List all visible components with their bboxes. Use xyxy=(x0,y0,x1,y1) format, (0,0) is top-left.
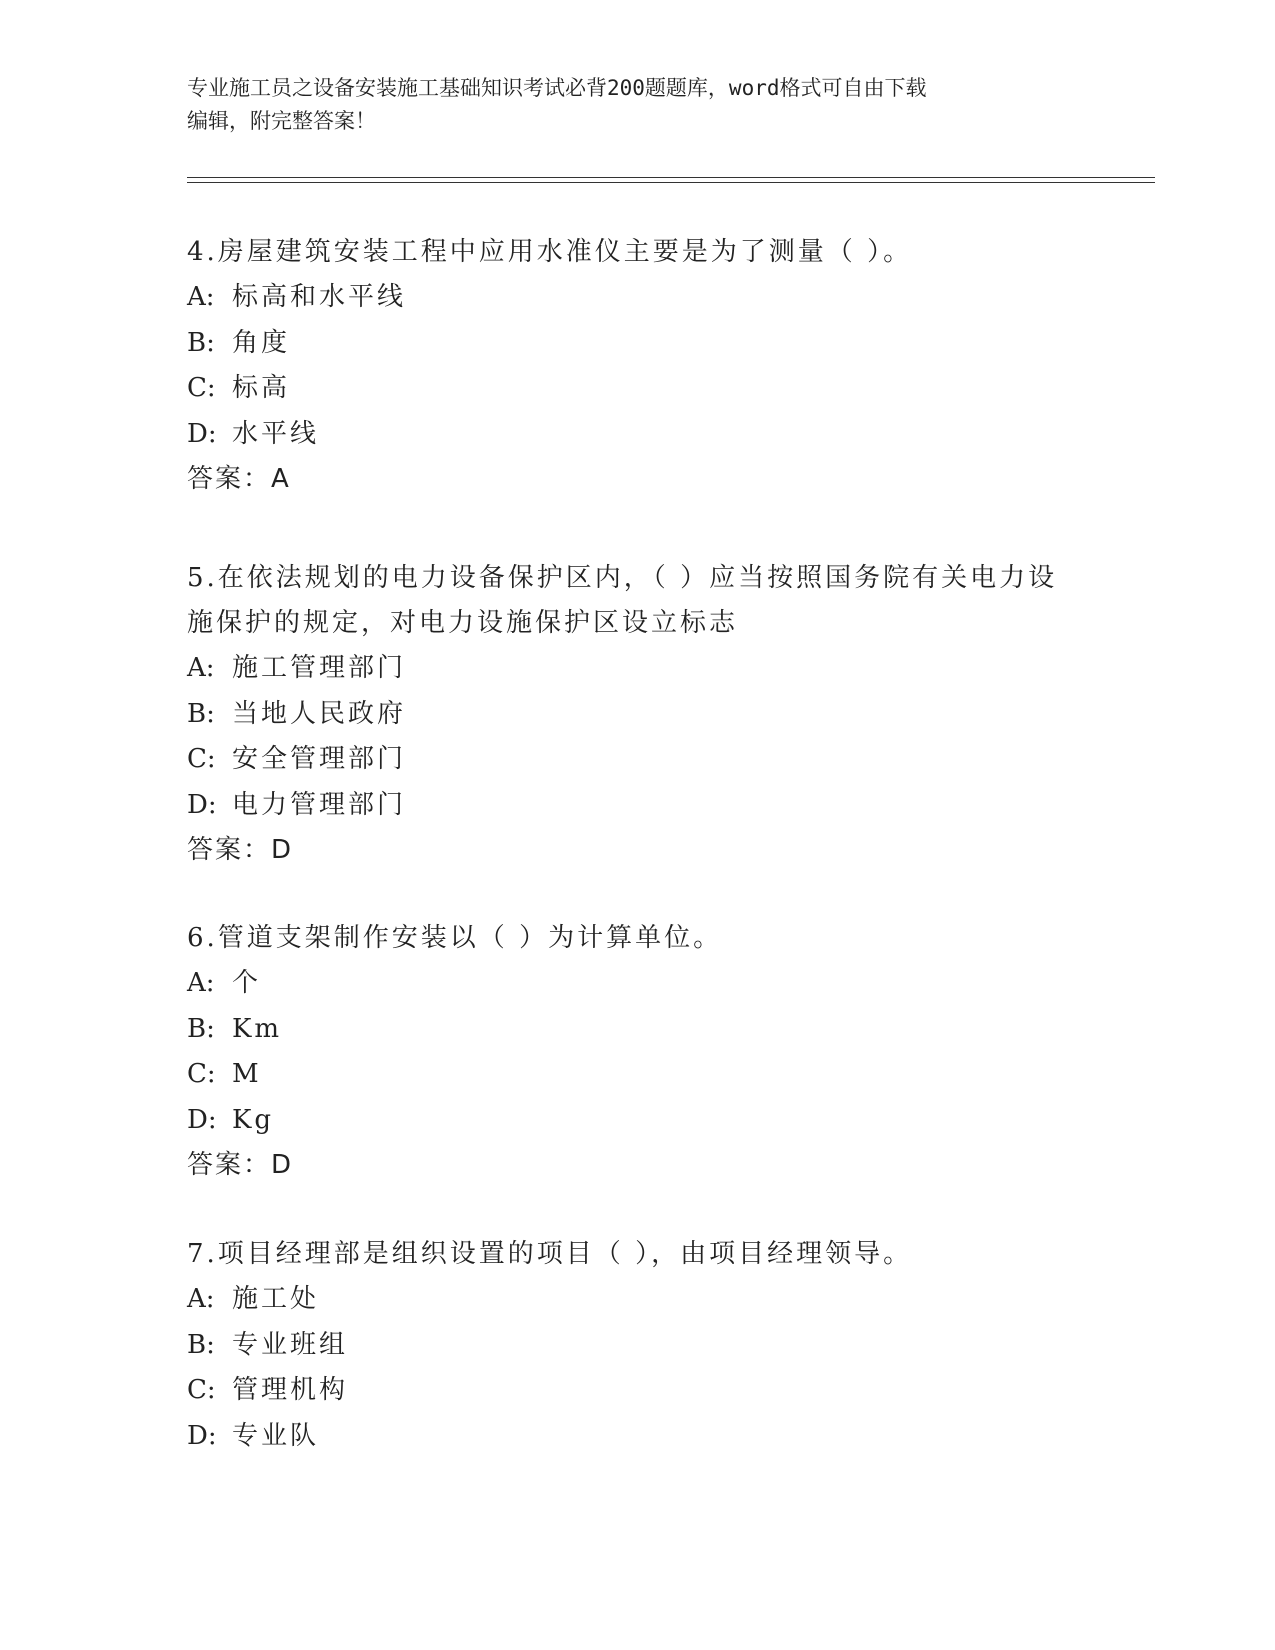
header-line-1: 专业施工员之设备安装施工基础知识考试必背200题题库，word格式可自由下载 xyxy=(187,76,927,100)
option-d xyxy=(187,412,1107,458)
question-text-line-1: 5.在依法规划的电力设备保护区内，（ ）应当按照国务院有关电力设 xyxy=(187,563,1058,593)
option-letter: C: xyxy=(187,1059,216,1089)
option-letter: A: xyxy=(187,653,215,683)
option-letter: C: xyxy=(187,1375,216,1405)
option-text: 当地人民政府 xyxy=(232,698,407,729)
option-d xyxy=(187,783,1107,829)
option-text: 水平线 xyxy=(232,418,320,449)
option-b xyxy=(187,1007,1107,1053)
option-b xyxy=(187,1323,1107,1369)
option-letter: C: xyxy=(187,373,216,403)
answer-line: 答案：A xyxy=(187,464,291,494)
option-b xyxy=(187,692,1107,738)
option-text: 电力管理部门 xyxy=(232,789,407,820)
option-text: 专业队 xyxy=(232,1420,320,1451)
option-a xyxy=(187,1277,1107,1323)
header-divider-top xyxy=(187,177,1155,178)
option-text: 专业班组 xyxy=(232,1329,349,1360)
option-d xyxy=(187,1414,1107,1460)
question-text-line-2: 施保护的规定，对电力设施保护区设立标志 xyxy=(187,608,739,638)
option-letter: D: xyxy=(187,1420,217,1451)
option-letter: A: xyxy=(187,1284,215,1314)
header-divider-bottom xyxy=(187,182,1155,183)
question-text: 6.管道支架制作安装以（ ）为计算单位。 xyxy=(187,923,723,953)
option-text: 角度 xyxy=(232,327,291,358)
option-c xyxy=(187,366,1107,412)
option-letter: B: xyxy=(187,327,215,358)
option-text: 施工管理部门 xyxy=(232,653,407,683)
question-7 xyxy=(187,1232,1107,1459)
option-c xyxy=(187,1052,1107,1098)
document-header xyxy=(187,72,1087,138)
option-text: 个 xyxy=(232,968,262,998)
option-text: 安全管理部门 xyxy=(232,744,407,774)
option-text: 标高和水平线 xyxy=(232,282,407,312)
option-text: Km xyxy=(232,1013,283,1044)
question-text: 4.房屋建筑安装工程中应用水准仪主要是为了测量（ ）。 xyxy=(187,237,913,267)
option-text: 施工处 xyxy=(232,1284,320,1314)
option-text: 管理机构 xyxy=(232,1375,349,1405)
option-text: 标高 xyxy=(232,373,291,403)
answer-line: 答案：D xyxy=(187,1150,294,1180)
option-a xyxy=(187,646,1107,692)
option-letter: D: xyxy=(187,1104,217,1135)
option-letter: D: xyxy=(187,789,217,820)
question-4 xyxy=(187,230,1107,502)
option-letter: A: xyxy=(187,968,215,998)
option-c xyxy=(187,737,1107,783)
option-c xyxy=(187,1368,1107,1414)
option-text: M xyxy=(232,1059,262,1089)
option-letter: B: xyxy=(187,1013,215,1044)
question-text: 7.项目经理部是组织设置的项目（ ），由项目经理领导。 xyxy=(187,1239,913,1269)
option-letter: A: xyxy=(187,282,215,312)
option-letter: B: xyxy=(187,698,215,729)
option-b xyxy=(187,321,1107,367)
answer-line: 答案：D xyxy=(187,835,294,865)
option-a xyxy=(187,275,1107,321)
question-6 xyxy=(187,916,1107,1188)
header-line-2: 编辑，附完整答案！ xyxy=(187,109,376,133)
option-text: Kg xyxy=(232,1104,275,1135)
option-a xyxy=(187,961,1107,1007)
option-d xyxy=(187,1098,1107,1144)
option-letter: B: xyxy=(187,1329,215,1360)
option-letter: D: xyxy=(187,418,217,449)
question-5 xyxy=(187,556,1107,873)
option-letter: C: xyxy=(187,744,216,774)
